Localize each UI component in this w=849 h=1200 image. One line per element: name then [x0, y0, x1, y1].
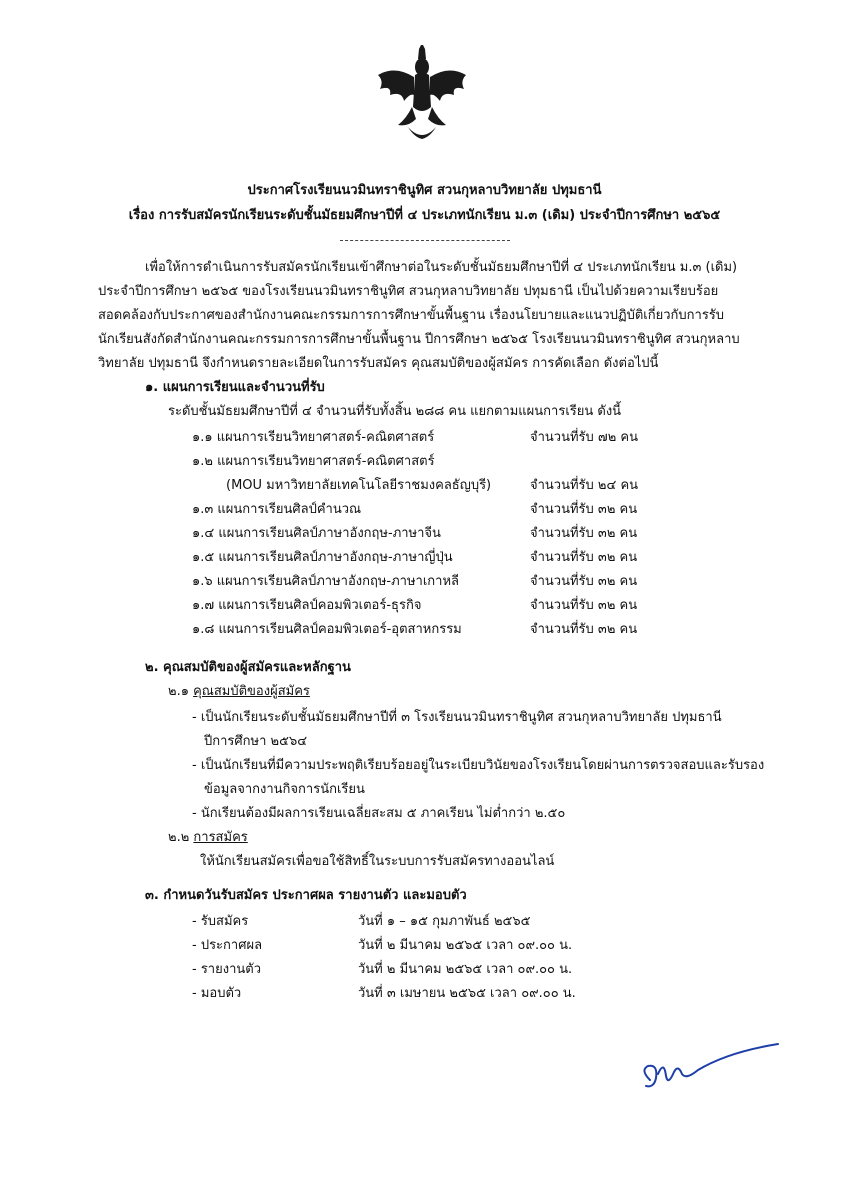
intro-line: เพื่อให้การดำเนินการรับสมัครนักเรียนเข้าศึกษาต่อในระดับชั้นมัธยมศึกษาปีที่ ๔ ประเภทนักเรียน ม.๓ (เดิม) [145, 260, 738, 275]
subsection-number: ๒.๒ [168, 830, 194, 845]
plan-name: ๑.๖ แผนการเรียนศิลป์ภาษาอังกฤษ-ภาษาเกาหลี [192, 574, 459, 589]
plan-name: ๑.๒ แผนการเรียนวิทยาศาสตร์-คณิตศาสตร์ [192, 454, 435, 469]
plan-name: ๑.๓ แผนการเรียนศิลป์คำนวณ [192, 502, 362, 517]
plan-quota: จำนวนที่รับ ๓๒ คน [530, 502, 638, 517]
subsection-title: การสมัคร [193, 830, 248, 845]
qualification-item-cont: ปีการศึกษา ๒๕๖๔ [204, 734, 308, 749]
plan-name: ๑.๘ แผนการเรียนศิลป์คอมพิวเตอร์-อุตสาหกรรม [192, 622, 462, 637]
announcement-title: ประกาศโรงเรียนนวมินทราชินูทิศ สวนกุหลาบวิทยาลัย ปทุมธานี [247, 183, 602, 198]
plan-quota: จำนวนที่รับ ๓๒ คน [530, 526, 638, 541]
qualification-item: - นักเรียนต้องมีผลการเรียนเฉลี่ยสะสม ๕ ภาคเรียน ไม่ต่ำกว่า ๒.๕๐ [192, 806, 566, 821]
section-3-heading: ๓. กำหนดวันรับสมัคร ประกาศผล รายงานตัว และมอบตัว [145, 888, 467, 903]
section-2-heading: ๒. คุณสมบัติของผู้สมัครและหลักฐาน [145, 660, 351, 675]
schedule-date: วันที่ ๓ เมษายน ๒๕๖๕ เวลา ๐๙.๐๐ น. [358, 986, 576, 1001]
intro-line: สอดคล้องกับประกาศของสำนักงานคณะกรรมการการศึกษาขั้นพื้นฐาน เรื่องนโยบายและแนวปฏิบัติเกี่ยวกับการรับ [98, 308, 725, 323]
plan-sub: (MOU มหาวิทยาลัยเทคโนโลยีราชมงคลธัญบุรี) [226, 478, 492, 493]
qualification-item: - เป็นนักเรียนที่มีความประพฤติเรียบร้อยอยู่ในระเบียบวินัยของโรงเรียนโดยผ่านการตรวจสอบและรับรอง [192, 758, 765, 773]
schedule-label: - รายงานตัว [192, 962, 261, 977]
subsection-2-2 [168, 830, 248, 846]
schedule-label: - รับสมัคร [192, 914, 249, 929]
intro-line: ประจำปีการศึกษา ๒๕๖๕ ของโรงเรียนนวมินทราชินูทิศ สวนกุหลาบวิทยาลัย ปทุมธานี เป็นไปด้วยความเรียบร้อย [98, 284, 719, 299]
plan-quota: จำนวนที่รับ ๓๒ คน [530, 574, 638, 589]
plan-quota: จำนวนที่รับ ๓๒ คน [530, 622, 638, 637]
application-text: ให้นักเรียนสมัครเพื่อขอใช้สิทธิ์ในระบบการรับสมัครทางออนไลน์ [200, 854, 555, 869]
plan-quota: จำนวนที่รับ ๓๒ คน [530, 550, 638, 565]
schedule-date: วันที่ ๒ มีนาคม ๒๕๖๕ เวลา ๐๙.๐๐ น. [358, 962, 573, 977]
schedule-date: วันที่ ๑ – ๑๕ กุมภาพันธ์ ๒๕๖๕ [358, 914, 531, 929]
intro-line: นักเรียนสังกัดสำนักงานคณะกรรมการการศึกษาขั้นพื้นฐาน ปีการศึกษา ๒๕๖๕ โรงเรียนนวมินทราชินูทิศ สวนกุหลาบ [98, 332, 740, 347]
plan-name: ๑.๑ แผนการเรียนวิทยาศาสตร์-คณิตศาสตร์ [192, 430, 435, 445]
plan-quota: จำนวนที่รับ ๓๒ คน [530, 598, 638, 613]
plan-quota: จำนวนที่รับ ๗๒ คน [530, 430, 638, 445]
qualification-item-cont: ข้อมูลจากงานกิจการนักเรียน [204, 782, 365, 797]
schedule-date: วันที่ ๒ มีนาคม ๒๕๖๕ เวลา ๐๙.๐๐ น. [358, 938, 573, 953]
plan-name: ๑.๔ แผนการเรียนศิลป์ภาษาอังกฤษ-ภาษาจีน [192, 526, 441, 541]
garuda-emblem-icon [370, 45, 475, 145]
qualification-item: - เป็นนักเรียนระดับชั้นมัธยมศึกษาปีที่ ๓ โรงเรียนนวมินทราชินูทิศ สวนกุหลาบวิทยาลัย ปทุมธานี [192, 710, 722, 725]
intro-line: วิทยาลัย ปทุมธานี จึงกำหนดรายละเอียดในการรับสมัคร คุณสมบัติของผู้สมัคร การคัดเลือก ดังต่อไปนี้ [98, 356, 659, 371]
subsection-number: ๒.๑ [168, 684, 194, 699]
plan-name: ๑.๕ แผนการเรียนศิลป์ภาษาอังกฤษ-ภาษาญี่ปุ่น [192, 550, 453, 565]
subsection-2-1 [168, 684, 310, 700]
title-divider [340, 240, 510, 241]
subsection-title: คุณสมบัติของผู้สมัคร [193, 684, 310, 699]
schedule-label: - มอบตัว [192, 986, 242, 1001]
section-1-heading: ๑. แผนการเรียนและจำนวนที่รับ [145, 380, 325, 395]
schedule-label: - ประกาศผล [192, 938, 263, 953]
announcement-subject: เรื่อง การรับสมัครนักเรียนระดับชั้นมัธยมศึกษาปีที่ ๔ ประเภทนักเรียน ม.๓ (เดิม) ประจำปีการศึกษา ๒๕๖๕ [128, 208, 721, 223]
section-1-summary: ระดับชั้นมัธยมศึกษาปีที่ ๔ จำนวนที่รับทั้งสิ้น ๒๘๘ คน แยกตามแผนการเรียน ดังนี้ [168, 404, 622, 419]
plan-quota: จำนวนที่รับ ๒๔ คน [530, 478, 639, 493]
handwritten-signature [628, 1030, 788, 1100]
plan-name: ๑.๗ แผนการเรียนศิลป์คอมพิวเตอร์-ธุรกิจ [192, 598, 422, 613]
